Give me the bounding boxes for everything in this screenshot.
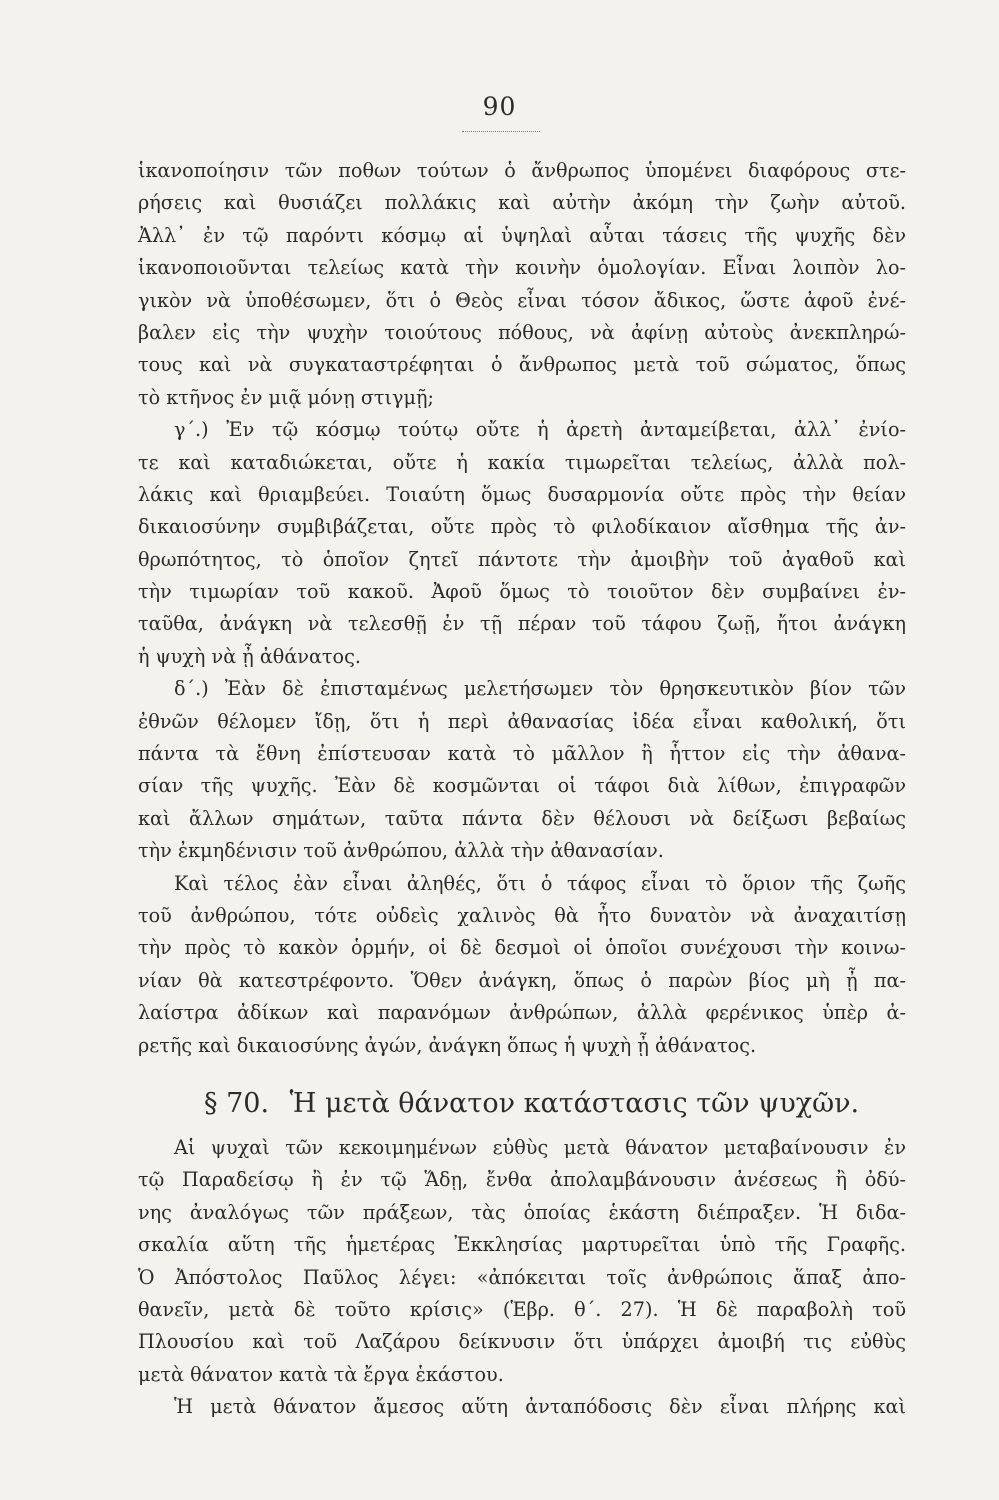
text-line: Ἀλλ᾽ ἐν τῷ παρόντι κόσμῳ αἱ ὑψηλαὶ αὗται τάσεις τῆς ψυχῆς δὲν [138,223,906,247]
text-line: σίαν τῆς ψυχῆς. Ἐὰν δὲ κοσμῶνται οἱ τάφοι διὰ λίθων, ἐπιγραφῶν [138,774,906,798]
text-line: τὴν τιμωρίαν τοῦ κακοῦ. Ἀφοῦ ὅμως τὸ τοιοῦτον δὲν συμβαίνει ἐν- [138,580,906,604]
text-line: καὶ ἄλλων σημάτων, ταῦτα πάντα δὲν θέλουσι νὰ δείξωσι βεβαίως [138,806,906,830]
text-line: γ΄.) Ἐν τῷ κόσμῳ τούτῳ οὔτε ἡ ἀρετὴ ἀνταμείβεται, ἀλλ᾽ ἐνίο- [174,418,906,442]
text-line: Πλουσίου καὶ τοῦ Λαζάρου δείκνυσιν ὅτι ὑπάρχει ἀμοιβή τις εὐθὺς [138,1330,906,1354]
text-line: νίαν θὰ κατεστρέφοντο. Ὅθεν ἀνάγκη, ὅπως ὁ παρὼν βίος μὴ ᾖ πα- [138,968,906,992]
text-line: Αἱ ψυχαὶ τῶν κεκοιμημένων εὐθὺς μετὰ θάνατον μεταβαίνουσιν ἐν [174,1135,906,1159]
text-line: λαίστρα ἀδίκων καὶ παρανόμων ἀνθρώπων, ἀλλὰ φερένικος ὑπὲρ ἀ- [138,1001,906,1025]
page-number-rule [462,131,540,132]
text-line: τῷ Παραδείσῳ ἢ ἐν τῷ Ἅδῃ, ἔνθα ἀπολαμβάνουσιν ἀνέσεως ἢ ὀδύ- [138,1168,906,1192]
text-line: ἱκανοποιοῦνται τελείως κατὰ τὴν κοινὴν ὁμολογίαν. Εἶναι λοιπὸν λο- [138,256,906,280]
text-line: Ὁ Ἀπόστολος Παῦλος λέγει: «ἀπόκειται τοῖς ἀνθρώποις ἅπαξ ἀπο- [138,1265,906,1289]
text-line: τὴν πρὸς τὸ κακὸν ὁρμήν, οἱ δὲ δεσμοὶ οἱ ὁποῖοι συνέχουσι τὴν κοινω- [138,936,906,960]
section-heading [138,1076,906,1132]
text-line: σκαλία αὕτη τῆς ἡμετέρας Ἐκκλησίας μαρτυρεῖται ὑπὸ τῆς Γραφῆς. [138,1233,906,1257]
text-line: λάκις καὶ θριαμβεύει. Τοιαύτη ὅμως δυσαρμονία οὔτε πρὸς τὴν θείαν [138,482,906,506]
section-number: § 70. [204,1087,270,1119]
text-line: ρήσεις καὶ θυσιάζει πολλάκις καὶ αὐτὴν ἀκόμη τὴν ζωὴν αὐτοῦ. [138,191,906,215]
text-line: βαλεν εἰς τὴν ψυχὴν τοιούτους πόθους, νὰ ἀφίνῃ αὐτοὺς ἀνεκπληρώ- [138,320,906,344]
page-number: 90 [482,92,517,121]
section-spacer [138,1062,906,1076]
text-line: Ἡ μετὰ θάνατον ἄμεσος αὕτη ἀνταπόδοσις δὲν εἶναι πλήρης καὶ [174,1395,906,1419]
text-line: τοῦ ἀνθρώπου, τότε οὐδεὶς χαλινὸς θὰ ἦτο δυνατὸν νὰ ἀναχαιτίσῃ [138,903,906,927]
text-line: Καὶ τέλος ἐὰν εἶναι ἀληθές, ὅτι ὁ τάφος εἶναι τὸ ὅριον τῆς ζωῆς [174,871,906,895]
text-line: τους καὶ νὰ συγκαταστρέφηται ὁ ἄνθρωπος μετὰ τοῦ σώματος, ὅπως [138,353,906,377]
text-line: νης ἀναλόγως τῶν πράξεων, τὰς ὁποίας ἑκάστη διέπραξεν. Ἡ διδα- [138,1200,906,1224]
text-line: μετὰ θάνατον κατὰ τὰ ἔργα ἑκάστου. [138,1362,504,1386]
text-line: θρωπότητος, τὸ ὁποῖον ζητεῖ πάντοτε τὴν ἀμοιβὴν τοῦ ἀγαθοῦ καὶ [138,547,906,571]
text-line: πάντα τὰ ἔθνη ἐπίστευσαν κατὰ τὸ μᾶλλον ἢ ἧττον εἰς τὴν ἀθανα- [138,742,906,766]
text-line: τε καὶ καταδιώκεται, οὔτε ἡ κακία τιμωρεῖται τελείως, ἀλλὰ πολ- [138,450,906,474]
text-line: ταῦθα, ἀνάγκη νὰ τελεσθῇ ἐν τῇ πέραν τοῦ τάφου ζωῇ, ἤτοι ἀνάγκη [138,612,906,636]
text-line: τὴν ἐκμηδένισιν τοῦ ἀνθρώπου, ἀλλὰ τὴν ἀθανασίαν. [138,839,664,863]
text-line: δ΄.) Ἐὰν δὲ ἐπισταμένως μελετήσωμεν τὸν θρησκευτικὸν βίον τῶν [174,677,906,701]
text-line: δικαιοσύνην συμβιβάζεται, οὔτε πρὸς τὸ φιλοδίκαιον αἴσθημα τῆς ἀν- [138,515,906,539]
text-line: ρετῆς καὶ δικαιοσύνης ἀγών, ἀνάγκη ὅπως ἡ ψυχὴ ᾖ ἀθάνατος. [138,1033,757,1057]
text-line: ἐθνῶν θέλομεν ἴδῃ, ὅτι ἡ περὶ ἀθανασίας ἰδέα εἶναι καθολική, ὅτι [138,709,906,733]
text-line: γικὸν νὰ ὑποθέσωμεν, ὅτι ὁ Θεὸς εἶναι τόσον ἄδικος, ὥστε ἀφοῦ ἐνέ- [138,288,906,312]
text-line: ἱκανοποίησιν τῶν ποθων τούτων ὁ ἄνθρωπος ὑπομένει διαφόρους στε- [138,159,906,182]
page-body [138,155,906,1423]
text-line: τὸ κτῆνος ἐν μιᾷ μόνῃ στιγμῇ; [138,385,434,409]
text-line: ἡ ψυχὴ νὰ ᾖ ἀθάνατος. [138,644,361,668]
section-title: Ἡ μετὰ θάνατον κατάστασις τῶν ψυχῶν. [289,1087,860,1119]
text-line: θανεῖν, μετὰ δὲ τοῦτο κρίσις» (Ἑβρ. θ΄. 27). Ἡ δὲ παραβολὴ τοῦ [138,1297,906,1321]
